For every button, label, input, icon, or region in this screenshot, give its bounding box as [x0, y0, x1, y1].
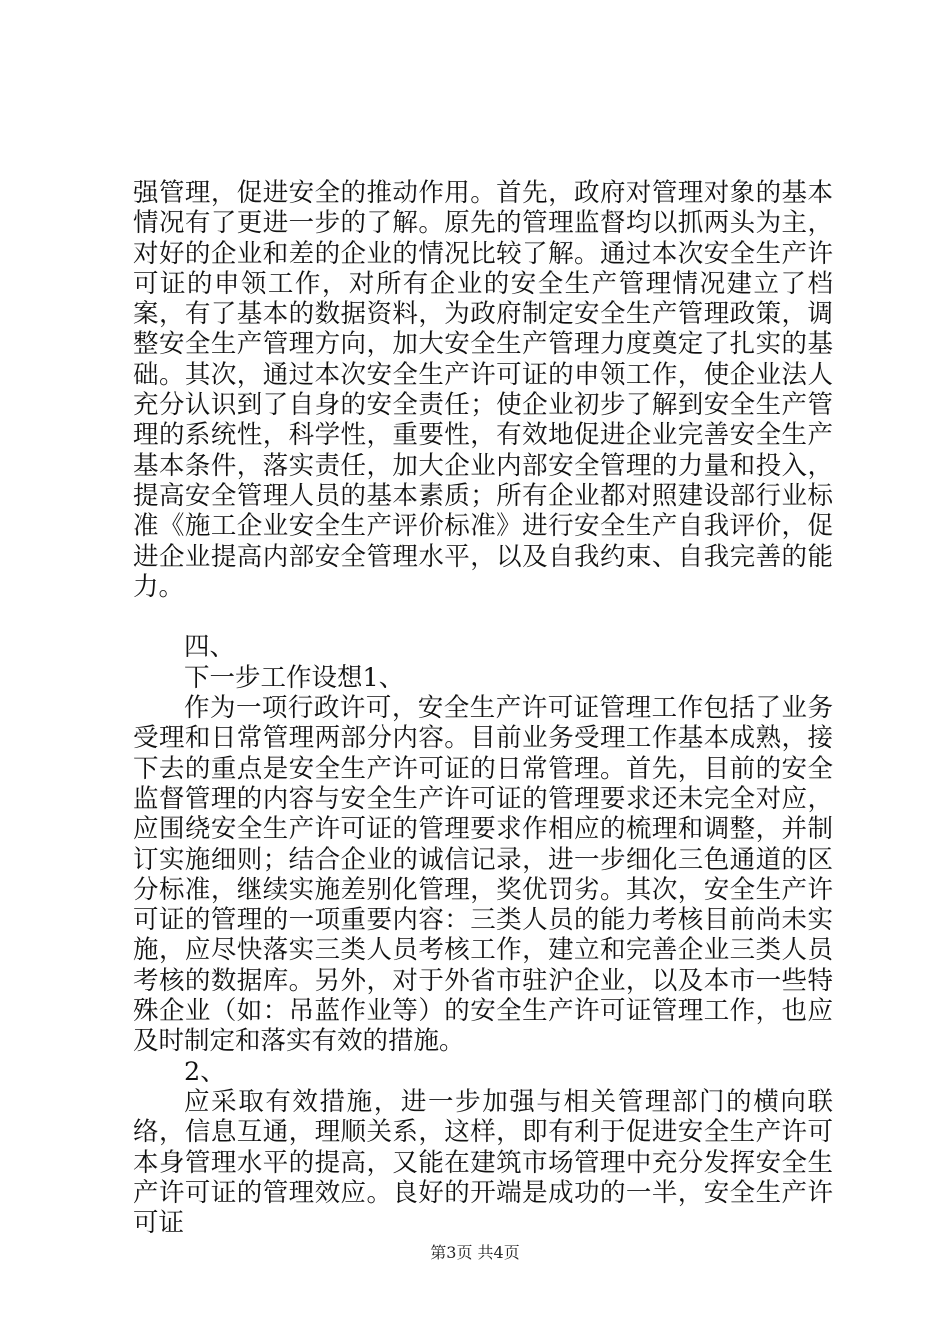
- paragraph-item-one: 作为一项行政许可，安全生产许可证管理工作包括了业务受理和日常管理两部分内容。目前业务受理工作基本成熟，接下去的重点是安全生产许可证的日常管理。首先，目前的安全监督管理的内容与安全生产许可证的管理要求还未完全对应，应围绕安全生产许可证的管理要求作相应的梳理和调整，并制订实施细则；结合企业的诚信记录，进一步细化三色通道的区分标准，继续实施差别化管理，奖优罚劣。其次，安全生产许可证的管理的一项重要内容：三类人员的能力考核目前尚未实施，应尽快落实三类人员考核工作，建立和完善企业三类人员考核的数据库。另外，对于外省市驻沪企业，以及本市一些特殊企业（如：吊蓝作业等）的安全生产许可证管理工作，也应及时制定和落实有效的措施。: [133, 693, 833, 1057]
- paragraph-intro: 强管理，促进安全的推动作用。首先，政府对管理对象的基本情况有了更进一步的了解。原先的管理监督均以抓两头为主，对好的企业和差的企业的情况比较了解。通过本次安全生产许可证的申领工作，对所有企业的安全生产管理情况建立了档案，有了基本的数据资料，为政府制定安全生产管理政策，调整安全生产管理方向，加大安全生产管理力度奠定了扎实的基础。其次，通过本次安全生产许可证的申领工作，使企业法人充分认识到了自身的安全责任；使企业初步了解到安全生产管理的系统性，科学性，重要性，有效地促进企业完善安全生产基本条件，落实责任，加大企业内部安全管理的力量和投入，提高安全管理人员的基本素质；所有企业都对照建设部行业标准《施工企业安全生产评价标准》进行安全生产自我评价，促进企业提高内部安全管理水平，以及自我约束、自我完善的能力。: [133, 178, 833, 602]
- subheading-next-steps: 下一步工作设想1、: [184, 662, 405, 693]
- paragraph-gap: [133, 602, 833, 632]
- page-number-footer: 第3页 共4页: [430, 1243, 520, 1262]
- paragraph-item-two: 应采取有效措施，进一步加强与相关管理部门的横向联络，信息互通，理顺关系，这样，即有利于促进安全生产许可本身管理水平的提高，又能在建筑市场管理中充分发挥安全生产许可证的管理效应。良好的开端是成功的一半，安全生产许可证: [133, 1086, 833, 1239]
- item-number-two: 2、: [184, 1056, 226, 1087]
- section-heading-four: 四、: [184, 632, 236, 663]
- document-body: [133, 178, 833, 1238]
